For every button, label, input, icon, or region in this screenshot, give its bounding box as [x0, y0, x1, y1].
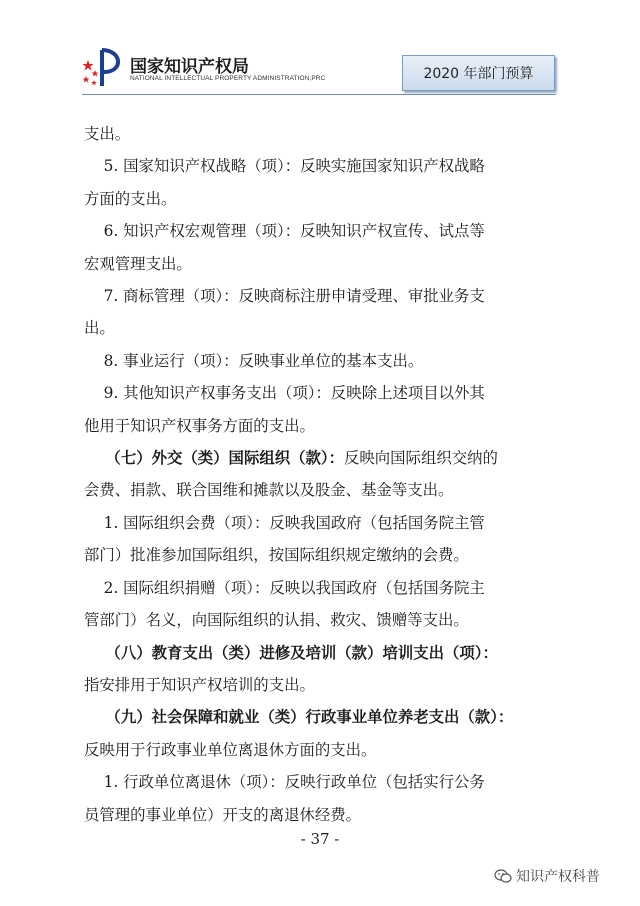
body-line: 指安排用于知识产权培训的支出。: [84, 675, 315, 694]
body-line: 支出。: [84, 125, 131, 143]
org-name: 国家知识产权局: [130, 57, 249, 77]
body-line: 7. 商标管理（项）：反映商标注册申请受理、审批业务支: [84, 287, 485, 306]
cnipa-logo: [80, 46, 400, 92]
budget-year-badge: 2020 年部门预算: [402, 55, 555, 91]
page-number: - 37 -: [300, 830, 340, 848]
body-line: 2. 国际组织捐赠（项）：反映以我国政府（包括国务院主: [84, 578, 485, 597]
body-line: 反映用于行政事业单位离退休方面的支出。: [84, 740, 377, 759]
section-heading-line: （八）教育支出（类）进修及培训（款）培训支出（项）：: [84, 643, 498, 662]
section-heading: （七）外交（类）国际组织（款）：: [84, 449, 344, 468]
body-line: 9. 其他知识产权事务支出（项）：反映除上述项目以外其: [84, 384, 485, 403]
body-line: 宏观管理支出。: [84, 254, 192, 273]
org-name-english: NATIONAL INTELLECTUAL PROPERTY ADMINISTRATION,PRC: [130, 75, 326, 82]
document-body: [84, 118, 558, 831]
body-line: 部门）批准参加国际组织，按国际组织规定缴纳的会费。: [84, 546, 469, 565]
header-divider: [82, 94, 556, 95]
watermark: [494, 866, 600, 886]
body-line: 管部门）名义，向国际组织的认捐、救灾、馈赠等支出。: [84, 611, 469, 630]
body-line: 1. 国际组织会费（项）：反映我国政府（包括国务院主管: [84, 513, 485, 532]
body-line: 出。: [84, 319, 115, 338]
body-line: 方面的支出。: [84, 189, 177, 208]
body-line: 6. 知识产权宏观管理（项）：反映知识产权宣传、试点等: [84, 222, 485, 241]
body-line: 8. 事业运行（项）：反映事业单位的基本支出。: [84, 351, 424, 370]
page-header: [0, 0, 640, 100]
body-line: 5. 国家知识产权战略（项）：反映实施国家知识产权战略: [84, 157, 485, 176]
body-line: 他用于知识产权事务方面的支出。: [84, 416, 315, 435]
body-line: [84, 442, 558, 474]
wechat-icon: [494, 868, 512, 884]
cnipa-emblem-icon: [80, 46, 128, 90]
body-line: 会费、捐款、联合国维和摊款以及股金、基金等支出。: [84, 481, 454, 500]
body-line: 1. 行政单位离退休（项）：反映行政单位（包括实行公务: [84, 773, 485, 792]
body-text: 反映向国际组织交纳的: [343, 449, 498, 468]
section-heading-line: （九）社会保障和就业（类）行政事业单位养老支出（款）：: [84, 708, 514, 727]
body-line: 员管理的事业单位）开支的离退休经费。: [84, 805, 362, 824]
watermark-text: 知识产权科普: [516, 869, 600, 885]
